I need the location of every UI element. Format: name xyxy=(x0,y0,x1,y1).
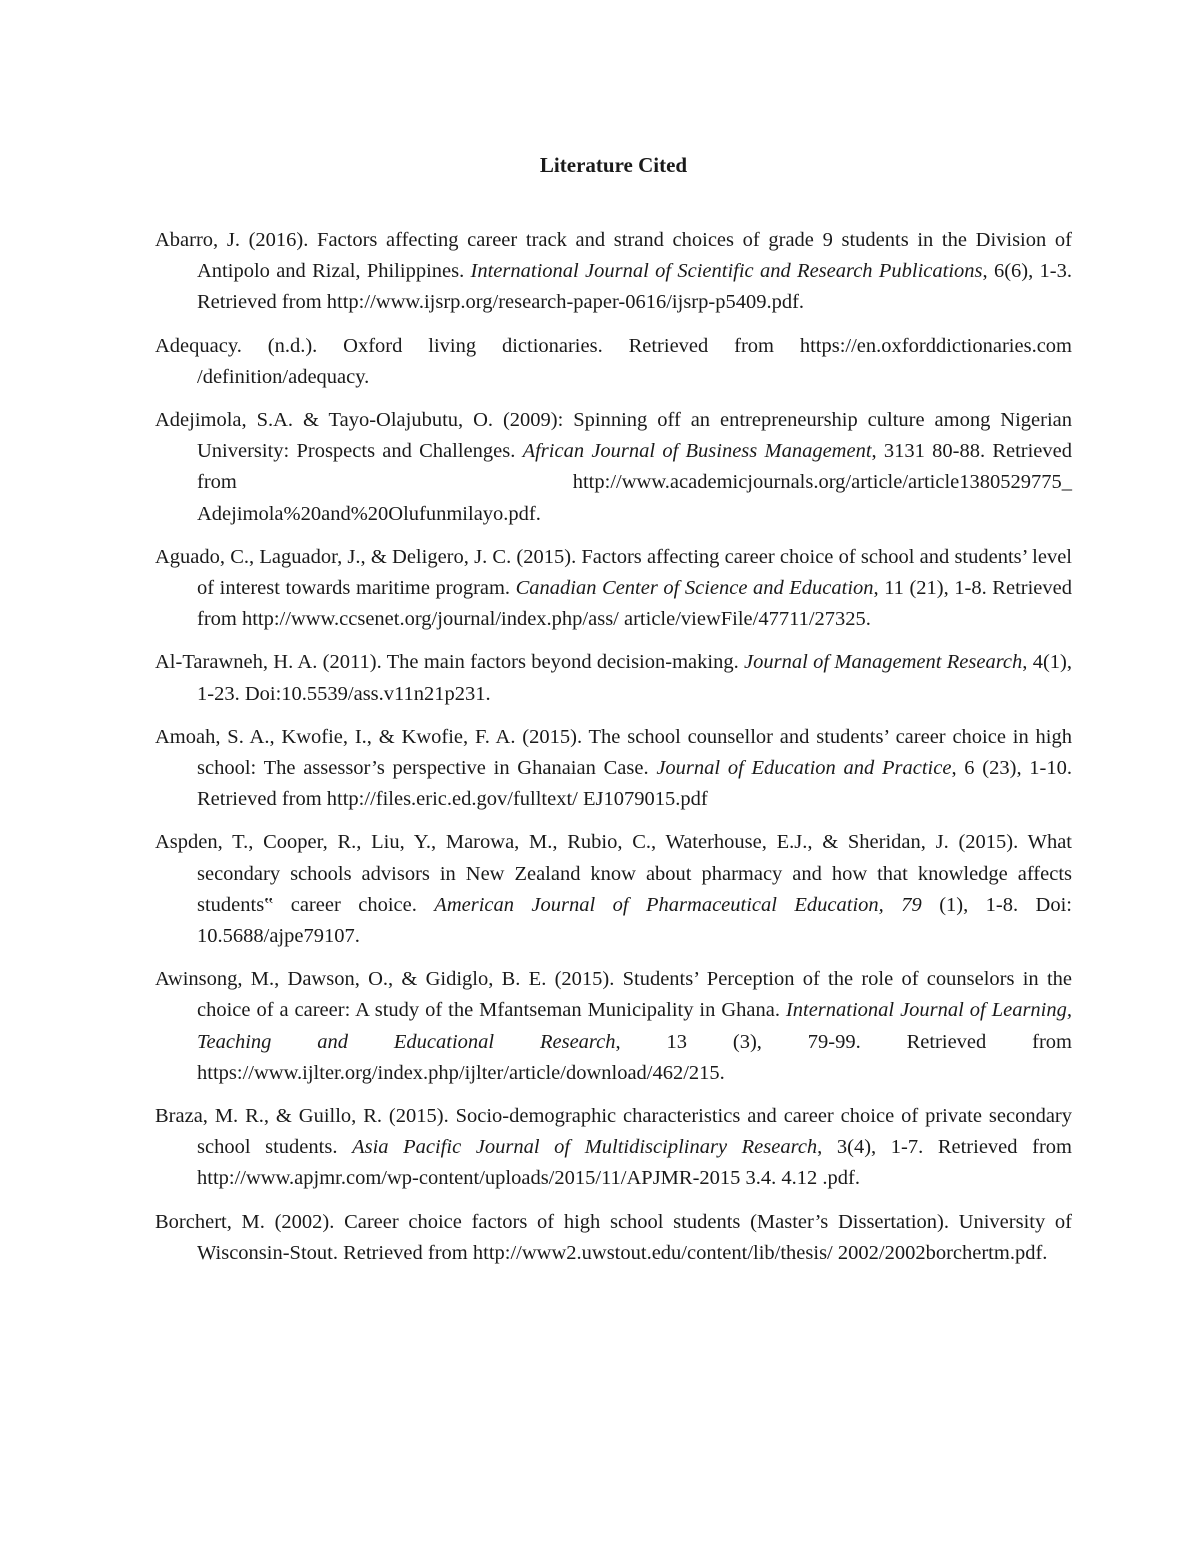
ref-text: , 3131 80-88. Retrieved from http://www.academicjournals.org/article/article1380529775_ Adejimola%20and%20Olufunmilayo.pdf. xyxy=(197,440,1073,525)
reference-entry xyxy=(155,542,1072,636)
ref-text: Abarro, J. (2016). Factors affecting career track and strand choices of grade 9 students in the Division of Antipolo and Rizal, Philippines. xyxy=(155,229,1072,283)
ref-text: , 6 (23), 1-10. Retrieved from http://files.eric.ed.gov/fulltext/ EJ1079015.pdf xyxy=(197,757,1073,811)
ref-journal: International Journal of Learning, Teaching and Educational Research xyxy=(197,999,1072,1053)
reference-entry xyxy=(155,964,1072,1089)
ref-journal: International Journal of Scientific and Research Publications xyxy=(470,260,983,283)
ref-journal: Journal of Management Research xyxy=(744,651,1023,674)
reference-entry xyxy=(155,722,1072,816)
ref-text: Aguado, C., Laguador, J., & Deligero, J. C. (2015). Factors affecting career choice of school and students’ level of interest towards maritime program. xyxy=(155,545,1072,600)
reference-entry xyxy=(155,405,1072,530)
ref-text: Braza, M. R., & Guillo, R. (2015). Socio-demographic characteristics and career choice of private secondary school students. xyxy=(155,1105,1072,1159)
ref-text: , 6(6), 1-3. Retrieved from http://www.ijsrp.org/research-paper-0616/ijsrp-p5409.pdf. xyxy=(197,260,1073,314)
page-title: Literature Cited xyxy=(539,153,688,177)
ref-journal: Journal of Education and Practice xyxy=(656,757,952,780)
reference-entry xyxy=(155,331,1072,393)
ref-text: Amoah, S. A., Kwofie, I., & Kwofie, F. A. (2015). The school counsellor and students’ career choice in high school: The assessor’s perspective in Ghanaian Case. xyxy=(155,725,1072,780)
ref-journal: American Journal of Pharmaceutical Education, 79 xyxy=(434,893,922,916)
ref-text: Adequacy. (n.d.). Oxford living dictionaries. Retrieved from https://en.oxforddictionaries.com /definition/adequacy. xyxy=(155,334,1072,388)
reference-entry xyxy=(155,1207,1072,1269)
ref-journal: African Journal of Business Management xyxy=(522,440,872,463)
reference-entry xyxy=(155,225,1072,319)
ref-text: Aspden, T., Cooper, R., Liu, Y., Marowa, M., Rubio, C., Waterhouse, E.J., & Sheridan, J. (2015). What secondary schools advisors in New Zealand know about pharmacy and how that knowledge affects students‟ career choice. xyxy=(155,831,1072,916)
ref-text: , 3(4), 1-7. Retrieved from http://www.apjmr.com/wp-content/uploads/2015/11/APJMR-2015 3.4. 4.12 .pdf. xyxy=(197,1136,1072,1190)
ref-text: Borchert, M. (2002). Career choice factors of high school students (Master’s Dissertation). University of Wisconsin-Stout. Retrieved from http://www2.uwstout.edu/content/lib/thesis/ 2002/2002borchertm.pdf. xyxy=(155,1210,1072,1264)
ref-text: Al-Tarawneh, H. A. (2011). The main factors beyond decision-making. xyxy=(155,651,745,674)
reference-entry xyxy=(155,827,1072,952)
reference-entry xyxy=(155,1101,1072,1195)
ref-text: , 11 (21), 1-8. Retrieved from http://www.ccsenet.org/journal/index.php/ass/ article/viewFile/47711/27325. xyxy=(197,577,1072,631)
ref-text: (1), 1-8. Doi: 10.5688/ajpe79107. xyxy=(197,893,1072,948)
ref-journal: Canadian Center of Science and Education xyxy=(515,577,874,600)
ref-text: , 13 (3), 79-99. Retrieved from https://www.ijlter.org/index.php/ijlter/article/download/462/215. xyxy=(197,1030,1072,1084)
document-page xyxy=(155,150,1072,1281)
ref-text: , 4(1), 1-23. Doi:10.5539/ass.v11n21p231. xyxy=(197,651,1072,705)
ref-text: Adejimola, S.A. & Tayo-Olajubutu, O. (2009): Spinning off an entrepreneurship culture among Nigerian University: Prospects and Challenges. xyxy=(155,409,1072,463)
reference-entry xyxy=(155,647,1072,709)
ref-journal: Asia Pacific Journal of Multidisciplinary Research xyxy=(352,1136,818,1159)
ref-text: Awinsong, M., Dawson, O., & Gidiglo, B. E. (2015). Students’ Perception of the role of counselors in the choice of a career: A study of the Mfantseman Municipality in Ghana. xyxy=(155,968,1072,1022)
